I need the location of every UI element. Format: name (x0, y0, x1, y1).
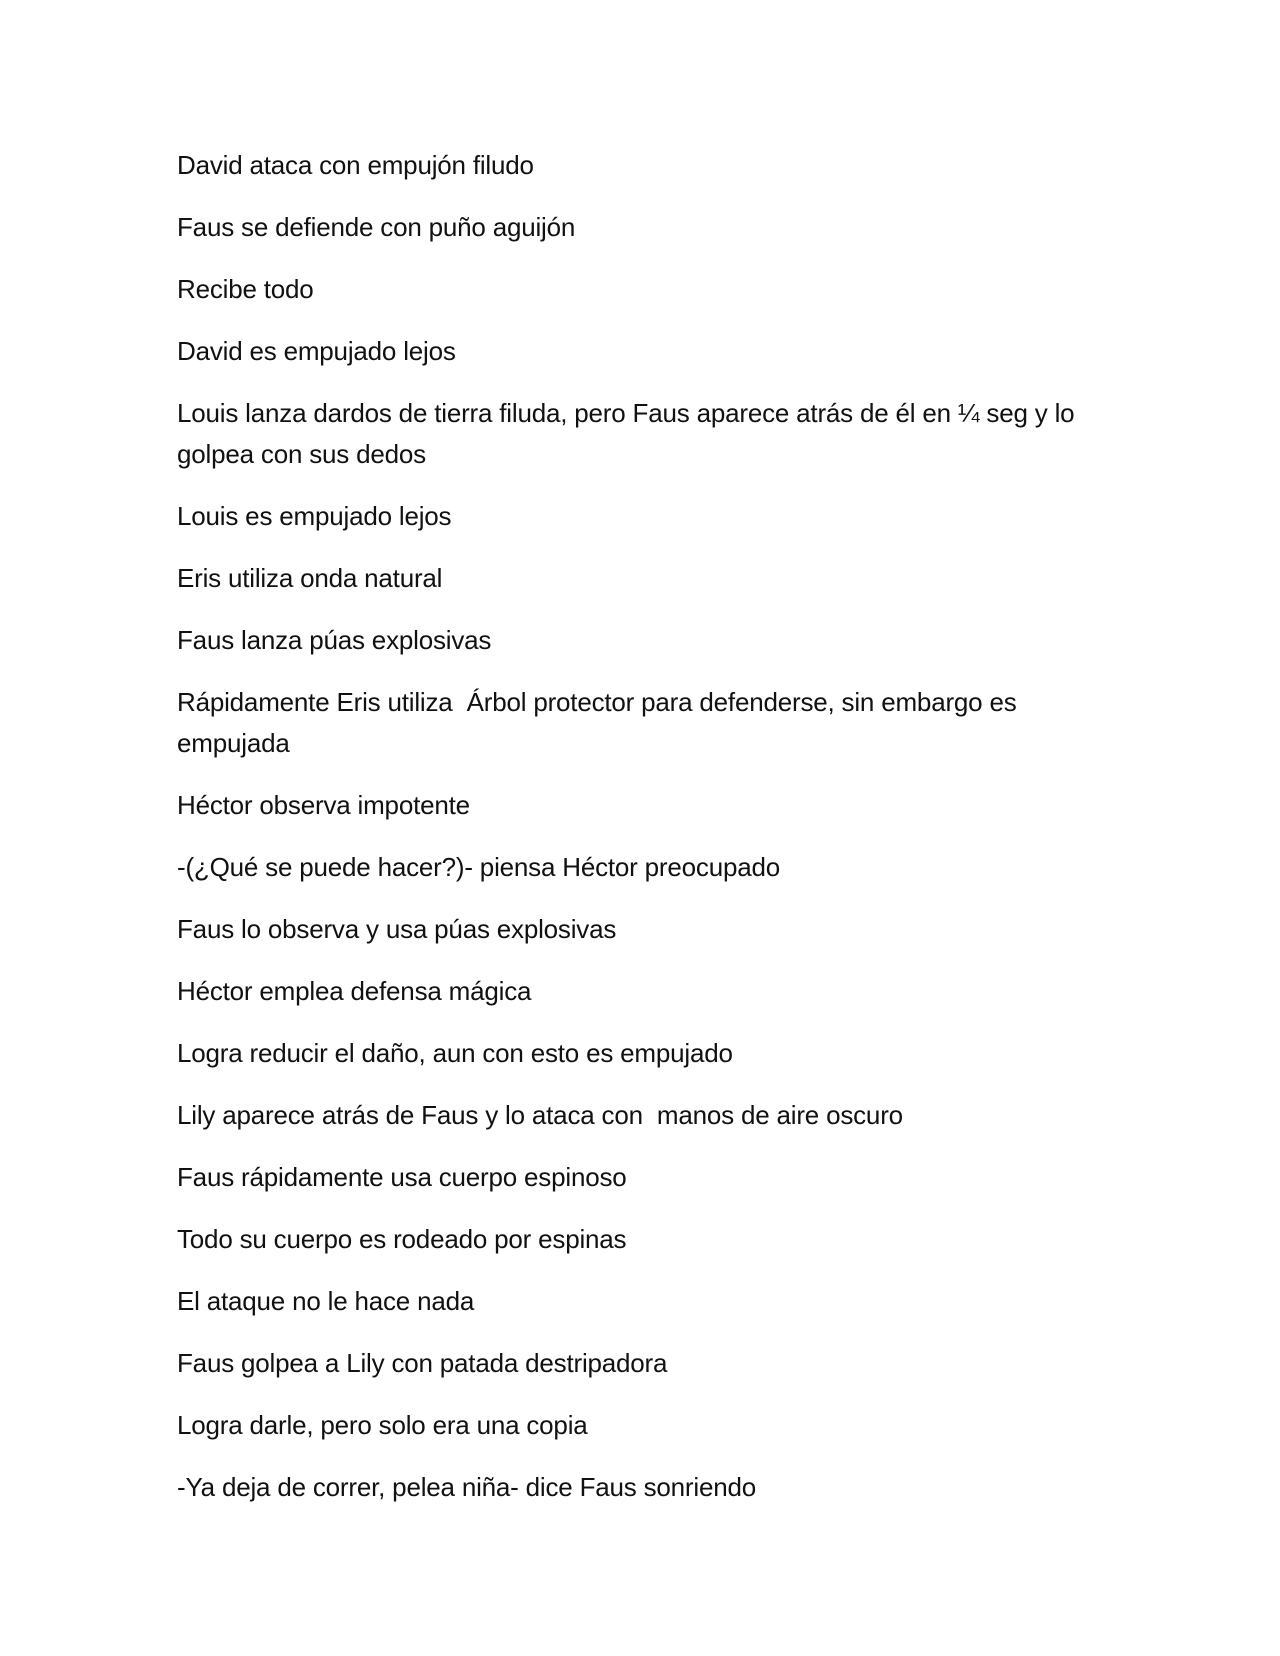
paragraph-4: David es empujado lejos (177, 336, 456, 366)
paragraph-21: -Ya deja de correr, pelea niña- dice Faus sonriendo (177, 1472, 757, 1502)
paragraph-18: El ataque no le hace nada (177, 1286, 475, 1316)
paragraph-1: David ataca con empujón filudo (177, 150, 534, 180)
paragraph-9: Rápidamente Eris utiliza Árbol protector para defenderse, sin embargo es empujada (177, 687, 1024, 758)
document-body (177, 145, 1107, 1529)
paragraph-6: Louis es empujado lejos (177, 501, 452, 531)
paragraph-13: Héctor emplea defensa mágica (177, 976, 532, 1006)
paragraph-19: Faus golpea a Lily con patada destripadora (177, 1348, 668, 1378)
paragraph-14: Logra reducir el daño, aun con esto es empujado (177, 1038, 733, 1068)
paragraph-12: Faus lo observa y usa púas explosivas (177, 914, 617, 944)
paragraph-16: Faus rápidamente usa cuerpo espinoso (177, 1162, 627, 1192)
paragraph-20: Logra darle, pero solo era una copia (177, 1410, 588, 1440)
paragraph-3: Recibe todo (177, 274, 314, 304)
paragraph-15: Lily aparece atrás de Faus y lo ataca con manos de aire oscuro (177, 1100, 903, 1130)
paragraph-17: Todo su cuerpo es rodeado por espinas (177, 1224, 627, 1254)
paragraph-5: Louis lanza dardos de tierra filuda, pero Faus aparece atrás de él en ¼ seg y lo golpea con sus dedos (177, 398, 1082, 469)
paragraph-2: Faus se defiende con puño aguijón (177, 212, 576, 242)
paragraph-8: Faus lanza púas explosivas (177, 625, 492, 655)
paragraph-10: Héctor observa impotente (177, 790, 470, 820)
paragraph-11: -(¿Qué se puede hacer?)- piensa Héctor preocupado (177, 852, 780, 882)
paragraph-7: Eris utiliza onda natural (177, 563, 443, 593)
